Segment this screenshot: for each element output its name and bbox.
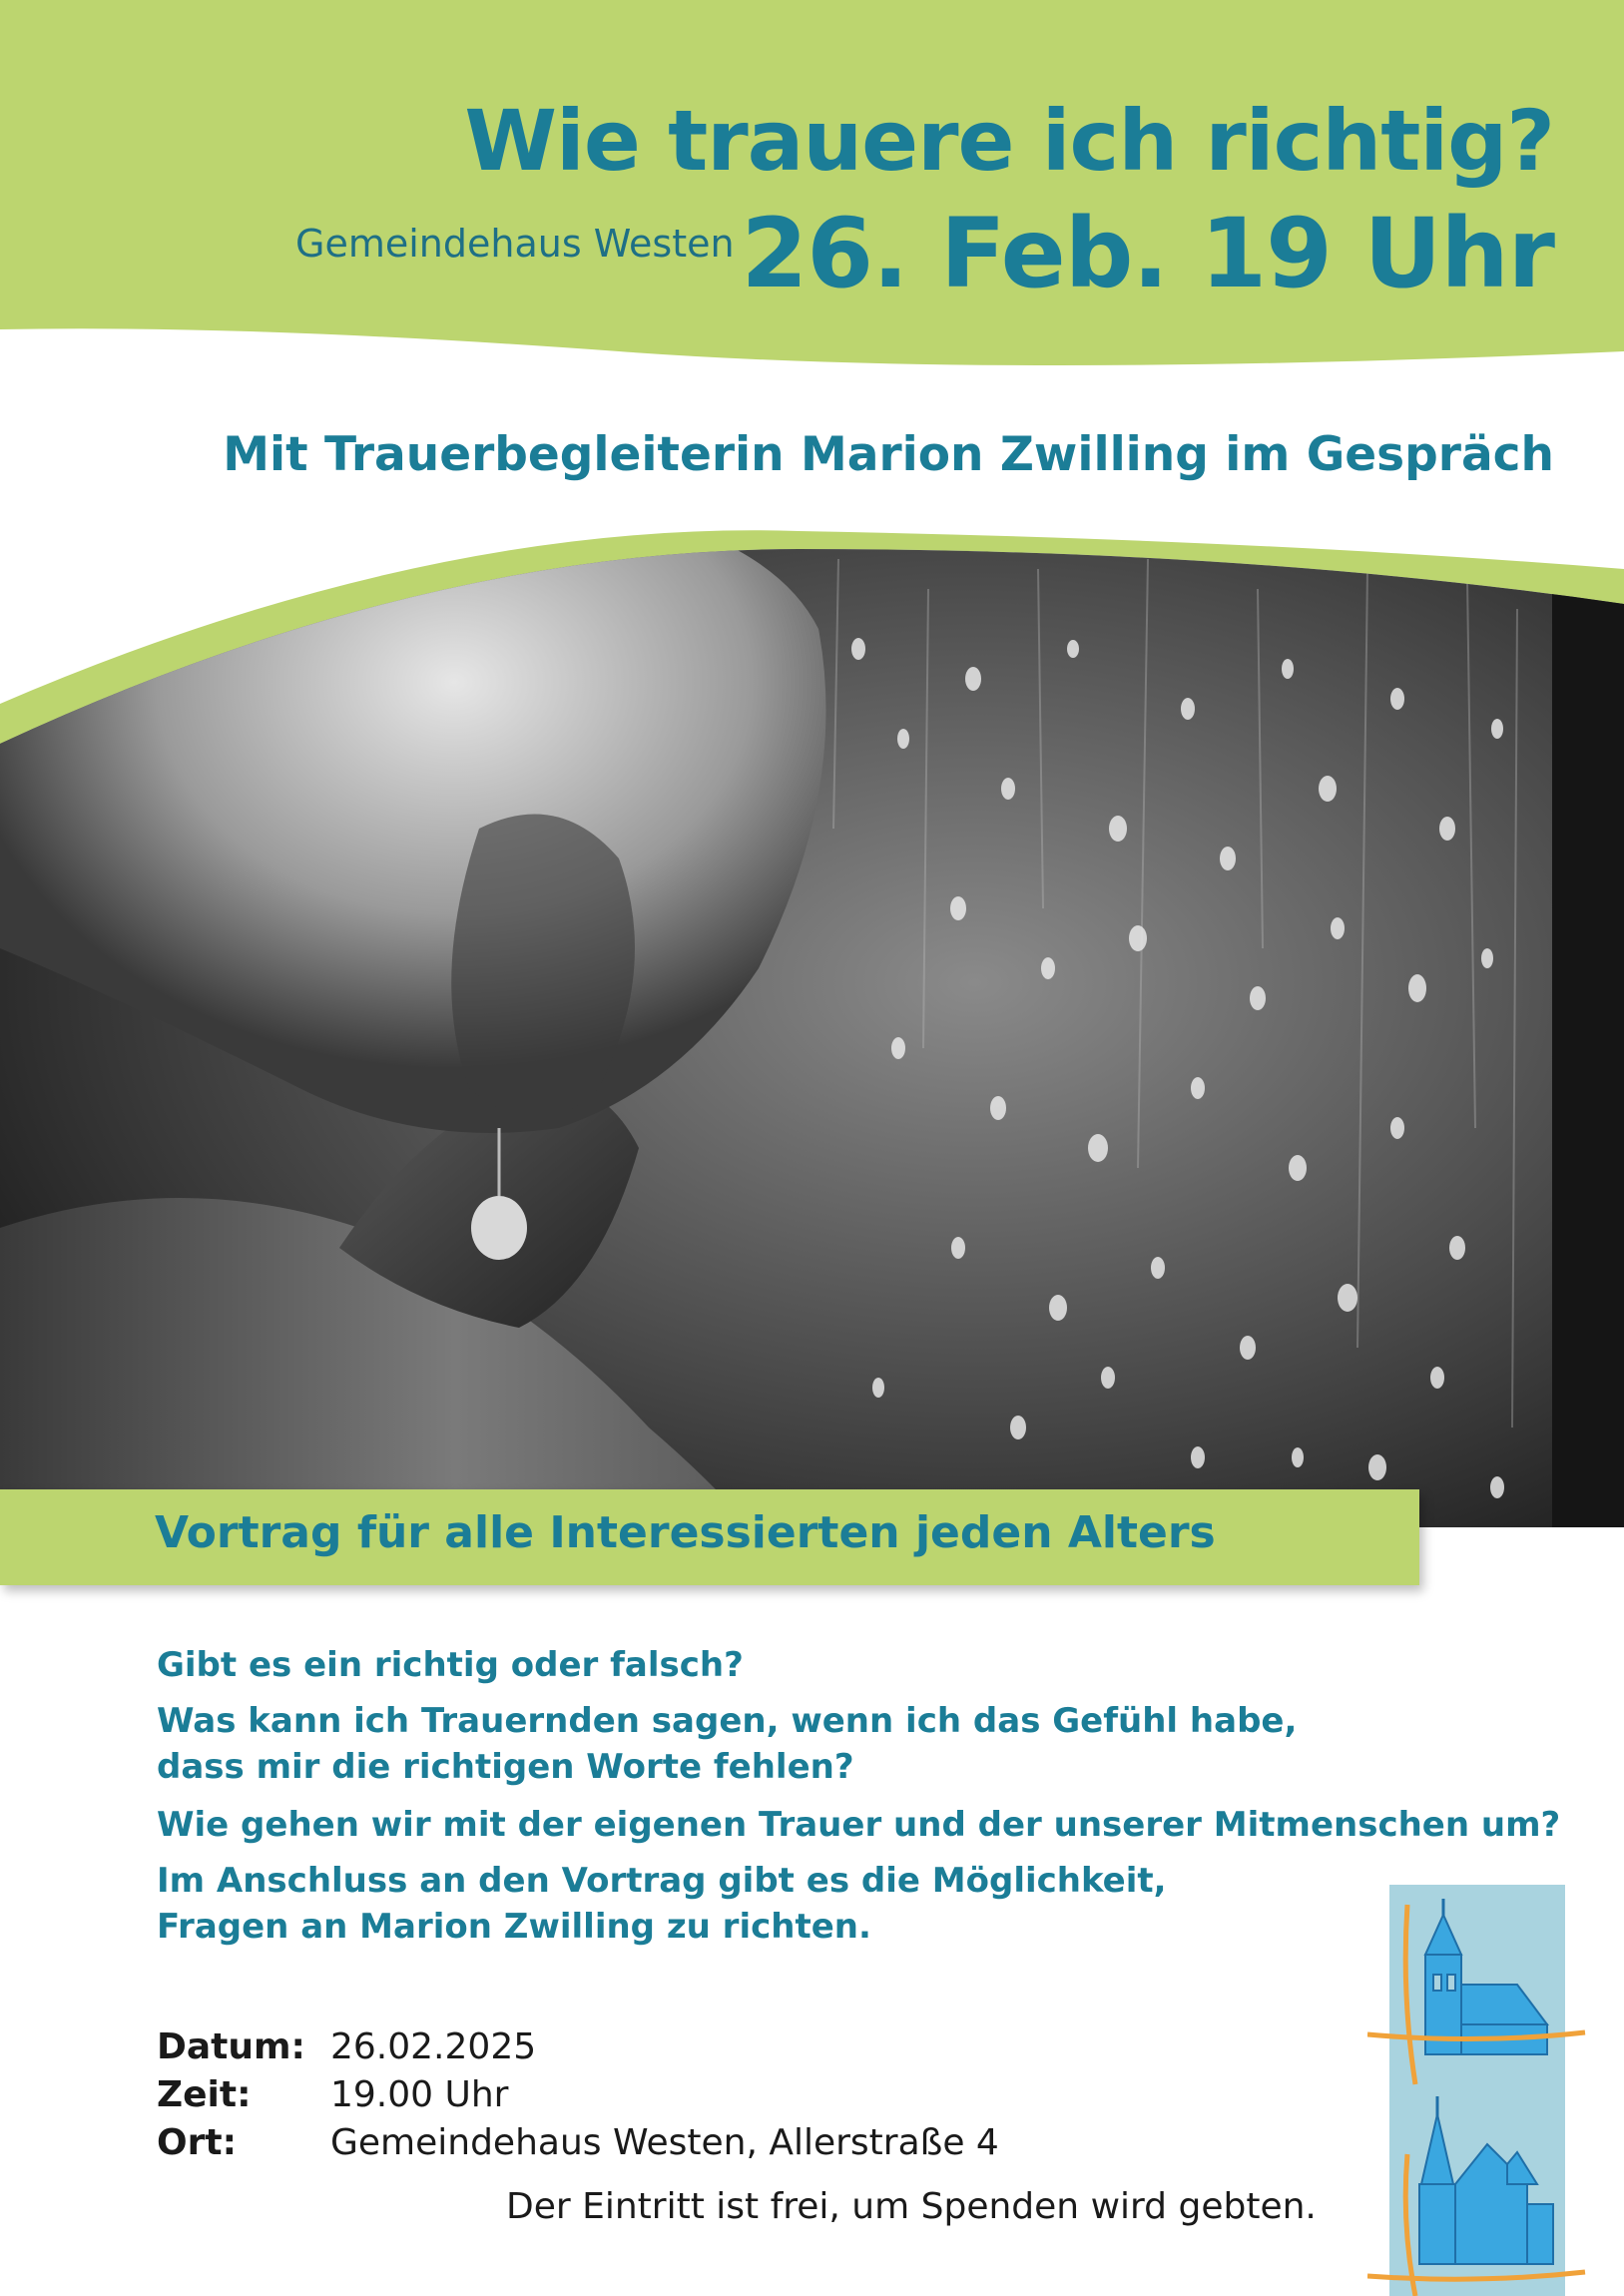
venue-small: Gemeindehaus Westen: [295, 222, 735, 266]
question-1: Gibt es ein richtig oder falsch?: [157, 1645, 744, 1685]
question-3: Wie gehen wir mit der eigenen Trauer und der unserer Mitmenschen um?: [157, 1805, 1561, 1845]
admission-note: Der Eintritt ist frei, um Spenden wird gebten.: [506, 2186, 1317, 2227]
question-2-line-1: Was kann ich Trauernden sagen, wenn ich das Gefühl habe,: [157, 1701, 1298, 1741]
header-band: [0, 0, 1624, 379]
church-logo-icon: [1367, 1885, 1587, 2296]
place-label: Ort:: [157, 2122, 237, 2163]
place-value: Gemeindehaus Westen, Allerstraße 4: [330, 2122, 999, 2163]
time-value: 19.00 Uhr: [330, 2074, 509, 2115]
date-value: 26.02.2025: [330, 2026, 537, 2067]
date-label: Datum:: [157, 2026, 305, 2067]
audience-banner-text: Vortrag für alle Interessierten jeden Alters: [155, 1507, 1216, 1558]
event-date-time: 26. Feb. 19 Uhr: [741, 198, 1554, 309]
poster-subtitle: Mit Trauerbegleiterin Marion Zwilling im Gespräch: [223, 427, 1554, 482]
grieving-woman-photo: [0, 529, 1624, 1537]
poster-title: Wie trauere ich richtig?: [464, 92, 1554, 190]
closing-line-1: Im Anschluss an den Vortrag gibt es die Möglichkeit,: [157, 1861, 1167, 1901]
question-2-line-2: dass mir die richtigen Worte fehlen?: [157, 1747, 854, 1787]
closing-line-2: Fragen an Marion Zwilling zu richten.: [157, 1907, 871, 1947]
time-label: Zeit:: [157, 2074, 252, 2115]
